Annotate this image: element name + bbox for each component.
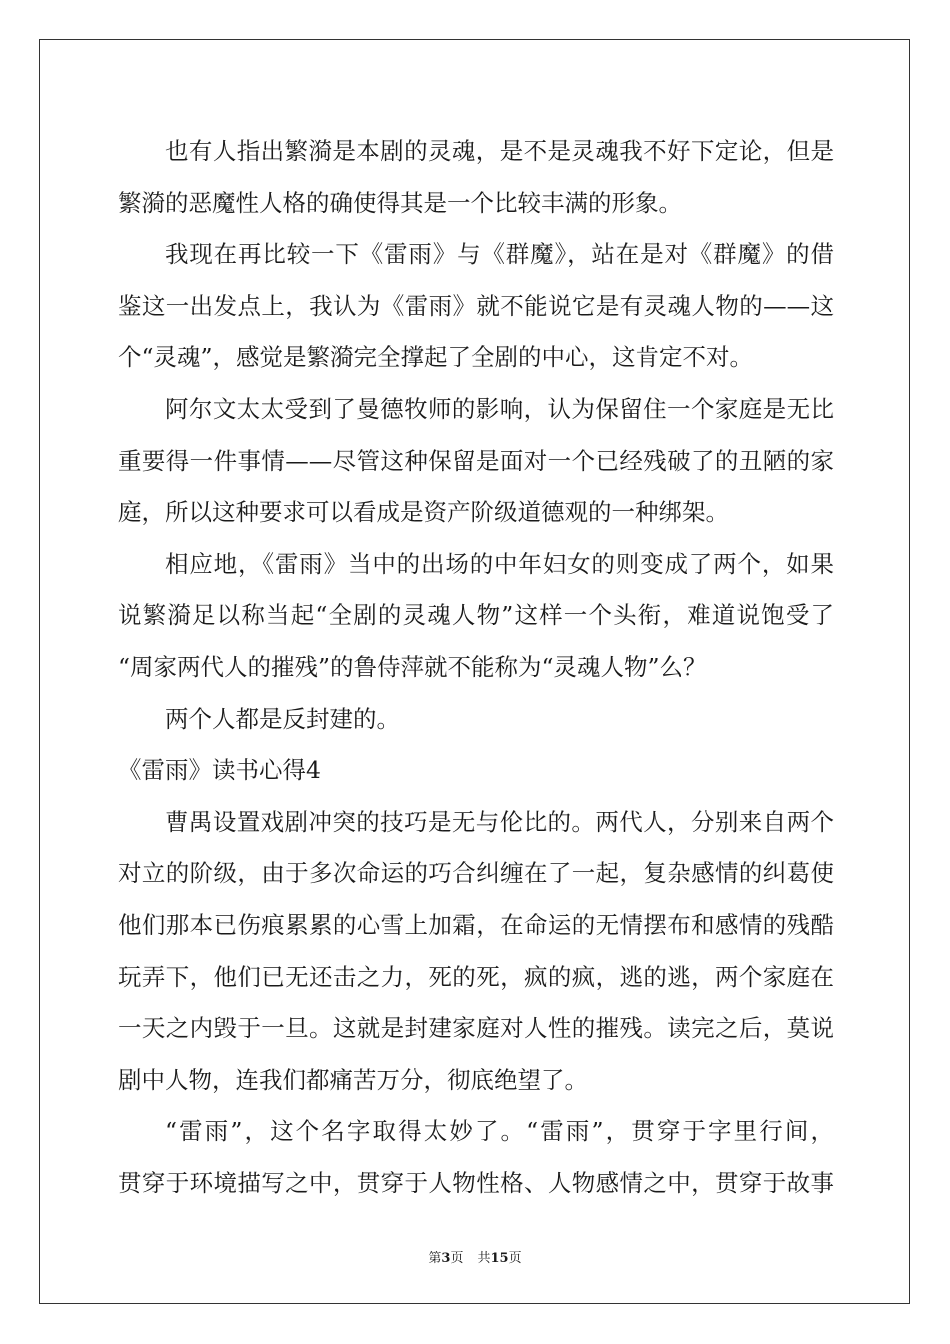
paragraph-line: 剧中人物，连我们都痛苦万分，彻底绝望了。	[118, 1065, 588, 1094]
paragraph-line: 重要得一件事情——尽管这种保留是面对一个已经残破了的丑陋的家	[118, 446, 834, 475]
page-number: 3	[441, 1251, 451, 1266]
total-suffix: 页	[508, 1251, 522, 1266]
total-prefix: 共	[477, 1251, 491, 1266]
paragraph-line: 繁漪的恶魔性人格的确使得其是一个比较丰满的形象。	[118, 188, 682, 217]
paragraph-line: 个“灵魂”，感觉是繁漪完全撑起了全剧的中心，这肯定不对。	[118, 343, 754, 372]
paragraph-line: 他们那本已伤痕累累的心雪上加霜，在命运的无情摆布和感情的残酷	[118, 910, 834, 939]
paragraph-line: 玩弄下，他们已无还击之力，死的死，疯的疯，逃的逃，两个家庭在	[118, 962, 834, 991]
paragraph-line: “周家两代人的摧残”的鲁侍萍就不能称为“灵魂人物”么？	[118, 652, 707, 681]
paragraph-line: 相应地，《雷雨》当中的出场的中年妇女的则变成了两个，如果	[165, 549, 834, 578]
paragraph-line: 对立的阶级，由于多次命运的巧合纠缠在了一起，复杂感情的纠葛使	[118, 859, 834, 888]
paragraph-line: 一天之内毁于一旦。这就是封建家庭对人性的摧残。读完之后，莫说	[118, 1014, 834, 1043]
paragraph-line: 庭，所以这种要求可以看成是资产阶级道德观的一种绑架。	[118, 498, 729, 527]
section-heading: 《雷雨》读书心得4	[118, 756, 321, 785]
total-pages: 15	[490, 1251, 509, 1266]
paragraph-line: 说繁漪足以称当起“全剧的灵魂人物”这样一个头衔，难道说饱受了	[118, 601, 834, 630]
paragraph-line: “雷雨”，这个名字取得太妙了。“雷雨”，贯穿于字里行间，	[165, 1117, 834, 1146]
document-body	[118, 126, 834, 1209]
page-footer	[0, 1247, 950, 1266]
paragraph-line: 曹禺设置戏剧冲突的技巧是无与伦比的。两代人，分别来自两个	[165, 807, 834, 836]
paragraph-line: 两个人都是反封建的。	[165, 704, 400, 733]
paragraph-line: 也有人指出繁漪是本剧的灵魂，是不是灵魂我不好下定论，但是	[165, 137, 834, 165]
paragraph-line: 我现在再比较一下《雷雨》与《群魔》，站在是对《群魔》的借	[165, 240, 834, 269]
page-prefix: 第	[428, 1251, 442, 1266]
paragraph-line: 鉴这一出发点上，我认为《雷雨》就不能说它是有灵魂人物的——这	[118, 291, 834, 320]
paragraph-line: 贯穿于环境描写之中，贯穿于人物性格、人物感情之中，贯穿于故事	[118, 1168, 834, 1197]
paragraph-line: 阿尔文太太受到了曼德牧师的影响，认为保留住一个家庭是无比	[165, 394, 834, 423]
page-suffix: 页	[450, 1251, 464, 1266]
